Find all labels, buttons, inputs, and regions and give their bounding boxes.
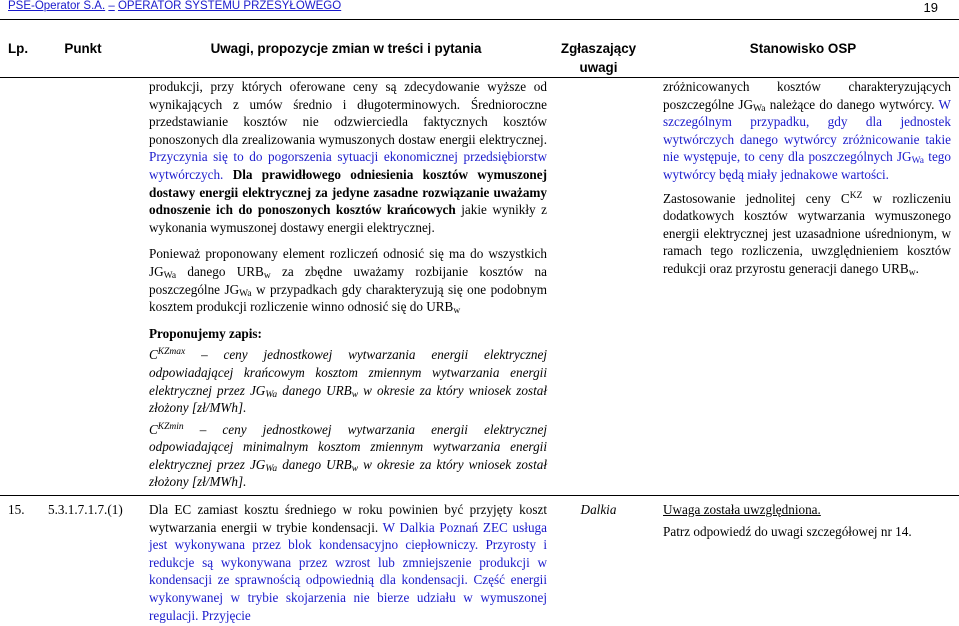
osp-paragraph-2: Zastosowanie jednolitej ceny $C^{KZ}$ w rozliczeniu dodatkowych kosztów wytwarzania wymuszonego energii elektrycznej jest uzasadnione uśrednionym, w ramach tego rozliczenia, uwzględnieniem kosztów redukcji oraz przyrostu generacji danego $URB_w$.	[663, 190, 951, 278]
col-header-zglaszajacy: Zgłaszający uwagi	[550, 30, 647, 78]
punkt-cell: 5.3.1.7.1.7.(1)	[42, 496, 142, 625]
proposal-heading: Proponujemy zapis:	[149, 325, 262, 341]
comments-table	[0, 30, 959, 624]
table-row	[0, 78, 959, 496]
punkt-cell	[42, 78, 142, 496]
header-title: OPERATOR SYSTEMU PRZESYŁOWEGO	[117, 0, 342, 12]
header-divider	[0, 19, 959, 20]
uwagi-paragraph-1: produkcji, przy których oferowane ceny są zdecydowanie wyższe od wynikających z umów średnio i długoterminowych. Średnioroczne przedstawianie kosztów nie odzwierciedla faktycznych kosztów ponoszonych dla zrealizowania wymuszonych dostaw energii elektrycznej. Przyczynia się to do pogorszenia sytuacji ekonomicznej przedsiębiorstw wytwórczych. Dla prawidłowego odniesienia kosztów wymuszonej dostawy energii elektrycznej za jedyne zasadne rozwiązanie uważamy odnoszenie ich do ponoszonych kosztów krańcowych jakie wynikły z wykonania wymuszonej dostawy energii elektrycznej.	[149, 79, 547, 235]
uwagi-cell	[142, 78, 550, 496]
osp-cell	[647, 78, 959, 496]
uwagi-paragraph-2: Ponieważ proponowany element rozliczeń odnosić się ma do wszystkich $JG_{Wa}$ danego $URB_w$ za zbędne uważamy rozbijanie kosztów na poszczególne $JG_{Wa}$ w przypadkach gdy charakteryzują się one podobnym kosztem produkcji rozliczenie winno odnosić się do $URB_w$	[149, 246, 547, 317]
zglaszajacy-cell	[550, 78, 647, 496]
col-header-punkt: Punkt	[42, 30, 142, 78]
table-row	[0, 496, 959, 625]
definition-ckzmin: $C^{KZmin}$ – ceny jednostkowej wytwarzania energii elektrycznej odpowiadającej minimalnym kosztom zmiennym wytwarzania energii elektrycznej przez $JG_{Wa}$ danego $URB_w$ w okresie za który wniosek został złożony [zł/MWh].	[149, 421, 547, 490]
definition-ckzmax: $C^{KZmax}$ – ceny jednostkowej wytwarzania energii elektrycznej odpowiadającej krańcowym kosztom zmiennym wytwarzania energii elektrycznej przez $JG_{Wa}$ danego $URB_w$ w okresie za który wniosek został złożony [zł/MWh].	[149, 347, 547, 416]
lp-cell	[0, 78, 42, 496]
page-number: 19	[923, 0, 938, 15]
col-header-uwagi: Uwagi, propozycje zmian w treści i pytania	[142, 30, 550, 78]
osp-cell	[647, 496, 959, 625]
company-name: PSE-Operator S.A.	[8, 0, 106, 12]
col-header-stanowisko: Stanowisko OSP	[647, 30, 959, 78]
zglaszajacy-cell	[550, 496, 647, 625]
osp-paragraph-1: zróżnicowanych kosztów charakteryzujących poszczególne $JG_{Wa}$ należące do danego wytwórcy. W szczególnym przypadku, gdy dla jednostek wytwórczych danego wytwórcy zróżnicowanie takie nie występuje, to ceny dla poszczególnych $JG_{Wa}$ tego wytwórcy będą miały jednakowe wartości.	[663, 79, 951, 182]
table-header-row	[0, 30, 959, 78]
document-header	[8, 0, 341, 12]
col-header-lp: Lp.	[0, 30, 42, 78]
uwagi-cell	[142, 496, 550, 625]
osp-row2-status: Uwaga została uwzględniona.	[663, 502, 821, 518]
submitter-name: Dalkia	[580, 502, 617, 518]
header-separator: –	[108, 0, 115, 12]
osp-row2-reference: Patrz odpowiedź do uwagi szczegółowej nr 14.	[663, 523, 912, 539]
lp-cell: 15.	[0, 496, 42, 625]
uwagi-row2-text: Dla EC zamiast kosztu średniego w roku powinien być przyjęty koszt wytwarzania energii w trybie kondensacji. W Dalkia Poznań ZEC usługa jest wykonywana przez blok kondensacyjno ciepłowniczy. Przyrosty i redukcje są wykonywana przez wzrost lub zmniejszenie produkcji w kondensacji ze sprawnością odpowiednią dla kondensacji. Część energii wykonywanej w trybie skojarzenia nie bierze udziału w wymuszonej regulacji. Przyjęcie	[149, 502, 547, 623]
